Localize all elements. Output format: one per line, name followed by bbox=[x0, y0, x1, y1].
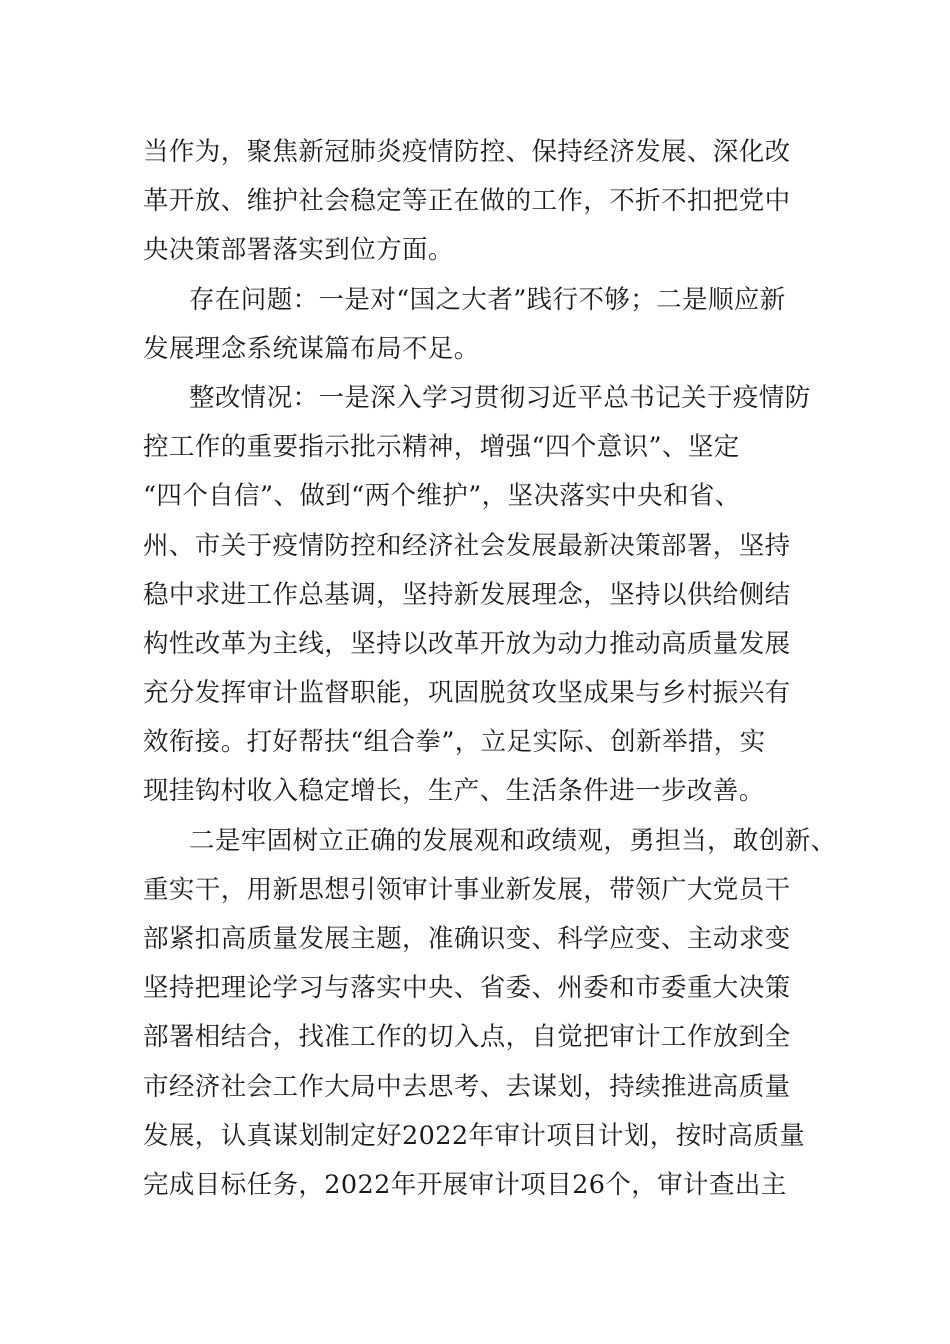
document-body bbox=[143, 128, 837, 1210]
text-line: 发展，认真谋划制定好2022年审计项目计划，按时高质量 bbox=[143, 1120, 806, 1151]
text-line: 构性改革为主线，坚持以改革开放为动力推动高质量发展 bbox=[143, 628, 791, 659]
text-line: 部署相结合，找准工作的切入点，自觉把审计工作放到全 bbox=[143, 1022, 791, 1053]
text-line: 控工作的重要指示批示精神，增强“四个意识”、坚定 bbox=[143, 432, 740, 463]
text-line: 重实干，用新思想引领审计事业新发展，带领广大党员干 bbox=[143, 874, 791, 905]
paragraph-first-line: 二是牢固树立正确的发展观和政绩观，勇担当，敢创新、 bbox=[189, 825, 837, 856]
text-line: 革开放、维护社会稳定等正在做的工作，不折不扣把党中 bbox=[143, 186, 791, 217]
text-line: “四个自信”、做到“两个维护”，坚决落实中央和省、 bbox=[143, 481, 741, 512]
text-line: 发展理念系统谋篇布局不足。 bbox=[143, 333, 480, 364]
text-line: 央决策部署落实到位方面。 bbox=[143, 235, 454, 266]
paragraph-first-line: 存在问题：一是对“国之大者”践行不够；二是顺应新 bbox=[189, 284, 786, 315]
text-line: 部紧扣高质量发展主题，准确识变、科学应变、主动求变 bbox=[143, 924, 791, 954]
text-line: 稳中求进工作总基调，坚持新发展理念，坚持以供给侧结 bbox=[143, 579, 791, 610]
text-line: 坚持把理论学习与落实中央、省委、州委和市委重大决策 bbox=[143, 973, 791, 1004]
text-line: 完成目标任务，2022年开展审计项目26个，审计查出主 bbox=[143, 1169, 787, 1200]
text-line: 州、市关于疫情防控和经济社会发展最新决策部署，坚持 bbox=[143, 530, 791, 561]
text-line: 现挂钩村收入稳定增长，生产、生活条件进一步改善。 bbox=[143, 776, 765, 807]
paragraph-first-line: 整改情况：一是深入学习贯彻习近平总书记关于疫情防 bbox=[189, 382, 811, 413]
text-line: 市经济社会工作大局中去思考、去谋划，持续推进高质量 bbox=[143, 1071, 791, 1102]
text-line: 当作为，聚焦新冠肺炎疫情防控、保持经济发展、深化改 bbox=[143, 137, 791, 167]
text-line: 效衔接。打好帮扶“组合拳”，立足实际、创新举措，实 bbox=[143, 727, 766, 758]
text-line: 充分发挥审计监督职能，巩固脱贫攻坚成果与乡村振兴有 bbox=[143, 678, 791, 709]
